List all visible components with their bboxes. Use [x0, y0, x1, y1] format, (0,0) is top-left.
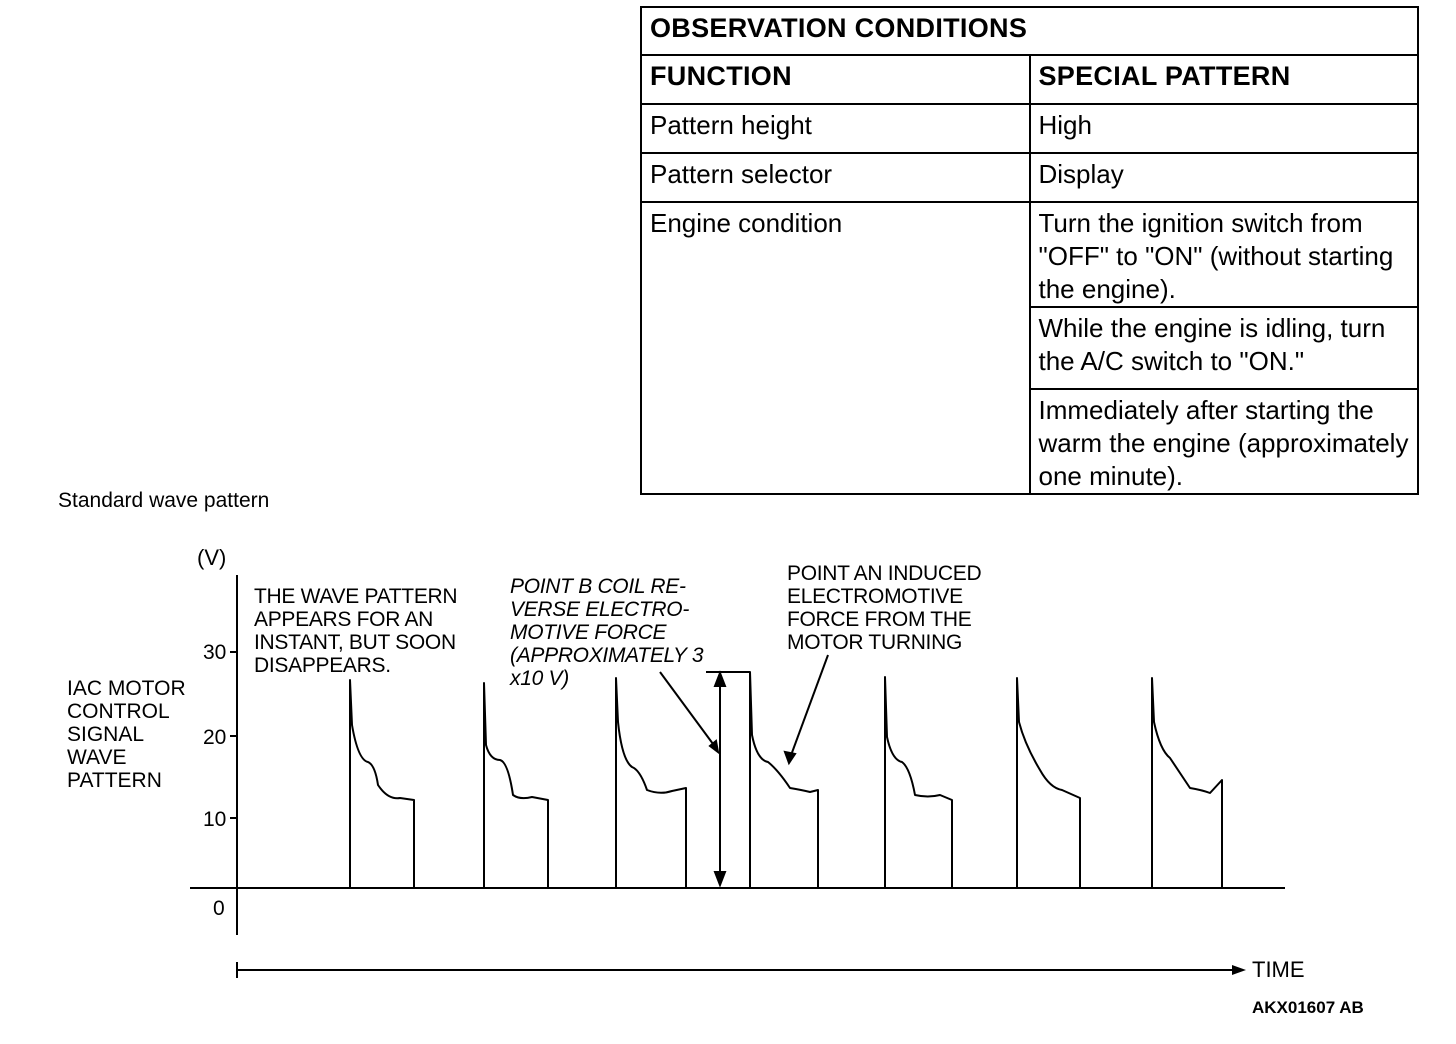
row-label-engine-condition: Engine condition [641, 202, 1030, 494]
x-axis-label: TIME [1252, 957, 1305, 982]
leader-point-a-arrow [785, 752, 795, 763]
pulse-6 [1017, 678, 1080, 888]
y-axis-unit: (V) [197, 545, 227, 570]
pulse-5 [885, 677, 952, 888]
pulse-1 [350, 680, 414, 888]
row-label: Pattern height [641, 104, 1030, 153]
amplitude-arrow-top [715, 673, 725, 686]
pulse-7 [1152, 678, 1222, 888]
leader-point-a [790, 655, 828, 758]
annotation-point-b: POINT B COIL RE-VERSE ELECTRO-MOTIVE FORCE (APPROXIMATELY 3 x10 V) [510, 575, 704, 690]
time-axis-arrow [1232, 965, 1246, 975]
y-tick-label-20: 20 [203, 726, 227, 749]
row-value: High [1030, 104, 1419, 153]
row-value: Immediately after starting the warm the engine (approximately one minute). [1030, 389, 1419, 494]
pulse-3 [616, 678, 686, 888]
row-value: While the engine is idling, turn the A/C switch to "ON." [1030, 307, 1419, 389]
y-tick-label-10: 10 [203, 808, 227, 831]
y-tick-label-0: 0 [213, 897, 225, 920]
y-axis-title: IAC MOTOR CONTROL SIGNAL WAVE PATTERN [67, 677, 186, 792]
figure-code: AKX01607 AB [1252, 998, 1364, 1017]
annotation-wave-appears: THE WAVE PATTERN APPEARS FOR AN INSTANT, BUT SOON DISAPPEARS. [254, 585, 458, 677]
y-tick-label-30: 30 [203, 641, 227, 664]
row-label: Pattern selector [641, 153, 1030, 202]
row-value: Display [1030, 153, 1419, 202]
pulse-2 [484, 683, 548, 888]
amplitude-arrow-bottom [715, 872, 725, 885]
header-special-pattern: SPECIAL PATTERN [1030, 55, 1419, 104]
waveform [350, 672, 1222, 888]
pulse-4 [750, 672, 818, 888]
header-function: FUNCTION [641, 55, 1030, 104]
leader-point-b [660, 672, 716, 748]
table-title: OBSERVATION CONDITIONS [641, 7, 1418, 55]
amplitude-marker [706, 672, 750, 885]
annotation-point-a: POINT AN INDUCED ELECTROMOTIVE FORCE FROM THE MOTOR TURNING [787, 562, 982, 654]
row-value: Turn the ignition switch from "OFF" to "ON" (without starting the engine). [1030, 202, 1419, 307]
figure-title: Standard wave pattern [58, 489, 270, 512]
